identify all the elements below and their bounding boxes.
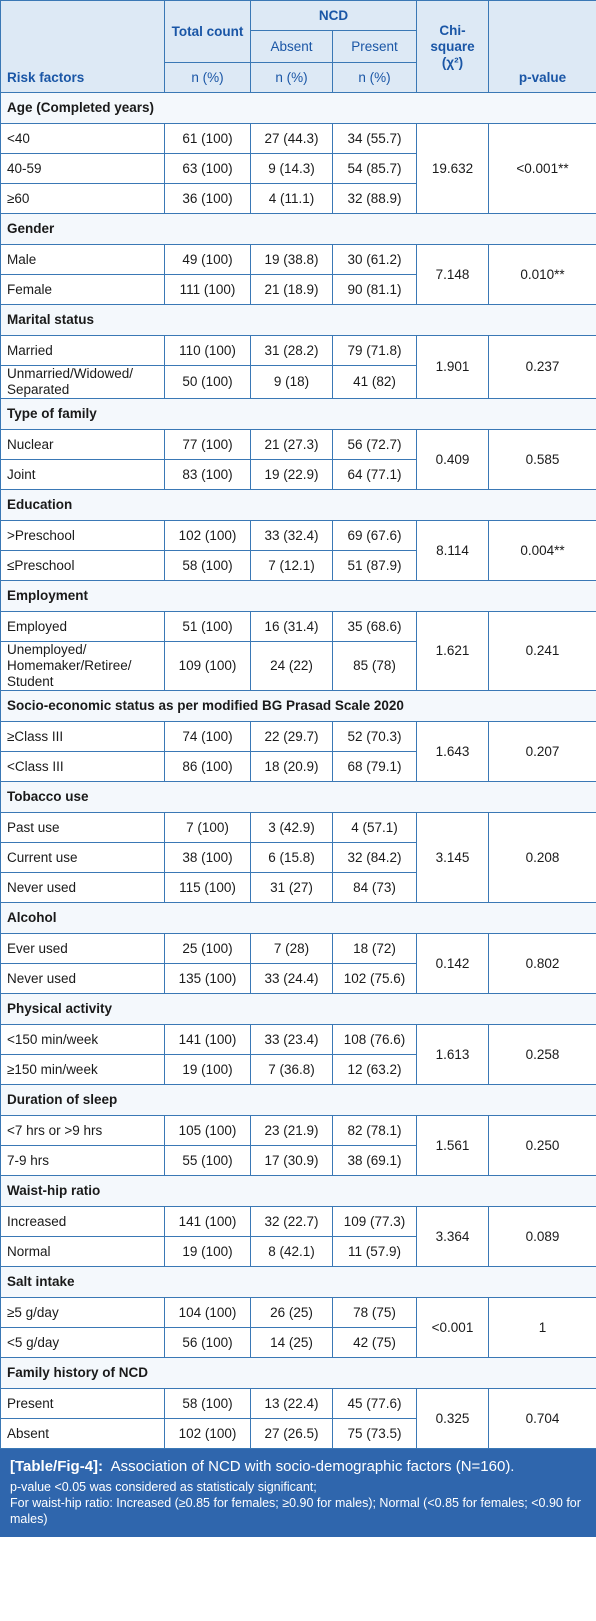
row-label: 7-9 hrs	[1, 1146, 165, 1176]
absent-cell: 23 (21.9)	[251, 1116, 333, 1146]
row-label: Current use	[1, 843, 165, 873]
absent-cell: 9 (14.3)	[251, 154, 333, 184]
section-row	[1, 903, 596, 934]
absent-cell: 31 (27)	[251, 873, 333, 903]
header-absent-unit: n (%)	[251, 63, 333, 93]
row-label: Increased	[1, 1207, 165, 1237]
section-row	[1, 782, 596, 813]
p-value-cell: 0.241	[489, 612, 596, 691]
table-row	[1, 722, 596, 752]
p-value-cell: <0.001**	[489, 124, 596, 214]
total-count-cell: 58 (100)	[165, 551, 251, 581]
absent-cell: 33 (24.4)	[251, 964, 333, 994]
absent-cell: 6 (15.8)	[251, 843, 333, 873]
total-count-cell: 36 (100)	[165, 184, 251, 214]
absent-cell: 7 (12.1)	[251, 551, 333, 581]
section-title: Type of family	[1, 399, 596, 430]
row-label: <5 g/day	[1, 1328, 165, 1358]
header-total-unit: n (%)	[165, 63, 251, 93]
total-count-cell: 61 (100)	[165, 124, 251, 154]
row-label: Ever used	[1, 934, 165, 964]
chi-square-cell: 0.142	[417, 934, 489, 994]
section-title: Waist-hip ratio	[1, 1176, 596, 1207]
row-label: Present	[1, 1389, 165, 1419]
p-value-cell: 0.585	[489, 430, 596, 490]
total-count-cell: 109 (100)	[165, 642, 251, 691]
absent-cell: 9 (18)	[251, 366, 333, 399]
table-row	[1, 813, 596, 843]
p-value-cell: 0.704	[489, 1389, 596, 1449]
total-count-cell: 38 (100)	[165, 843, 251, 873]
total-count-cell: 77 (100)	[165, 430, 251, 460]
chi-square-cell: 1.613	[417, 1025, 489, 1085]
section-row	[1, 214, 596, 245]
header-absent: Absent	[251, 31, 333, 63]
present-cell: 11 (57.9)	[333, 1237, 417, 1267]
absent-cell: 18 (20.9)	[251, 752, 333, 782]
total-count-cell: 51 (100)	[165, 612, 251, 642]
chi-square-cell: 0.409	[417, 430, 489, 490]
table-row	[1, 245, 596, 275]
total-count-cell: 104 (100)	[165, 1298, 251, 1328]
row-label: <40	[1, 124, 165, 154]
absent-cell: 33 (23.4)	[251, 1025, 333, 1055]
absent-cell: 7 (28)	[251, 934, 333, 964]
row-label: Past use	[1, 813, 165, 843]
table-row	[1, 612, 596, 642]
present-cell: 32 (84.2)	[333, 843, 417, 873]
total-count-cell: 58 (100)	[165, 1389, 251, 1419]
total-count-cell: 115 (100)	[165, 873, 251, 903]
present-cell: 56 (72.7)	[333, 430, 417, 460]
p-value-cell: 0.010**	[489, 245, 596, 305]
total-count-cell: 19 (100)	[165, 1237, 251, 1267]
section-title: Education	[1, 490, 596, 521]
section-title: Tobacco use	[1, 782, 596, 813]
chi-square-cell: 3.145	[417, 813, 489, 903]
caption-text: Association of NCD with socio-demographic factors (N=160).	[110, 1458, 515, 1475]
section-row	[1, 1267, 596, 1298]
table-row	[1, 1116, 596, 1146]
present-cell: 78 (75)	[333, 1298, 417, 1328]
absent-cell: 32 (22.7)	[251, 1207, 333, 1237]
p-value-cell: 0.237	[489, 336, 596, 399]
row-label: Employed	[1, 612, 165, 642]
caption-title	[10, 1457, 586, 1476]
row-label: ≥60	[1, 184, 165, 214]
absent-cell: 14 (25)	[251, 1328, 333, 1358]
section-row	[1, 490, 596, 521]
p-value-cell: 0.250	[489, 1116, 596, 1176]
table-row	[1, 124, 596, 154]
absent-cell: 13 (22.4)	[251, 1389, 333, 1419]
table-row	[1, 1207, 596, 1237]
chi-square-cell: 1.561	[417, 1116, 489, 1176]
section-title: Salt intake	[1, 1267, 596, 1298]
present-cell: 79 (71.8)	[333, 336, 417, 366]
total-count-cell: 141 (100)	[165, 1207, 251, 1237]
absent-cell: 26 (25)	[251, 1298, 333, 1328]
chi-square-cell: 1.643	[417, 722, 489, 782]
section-row	[1, 994, 596, 1025]
table-row	[1, 336, 596, 366]
section-title: Marital status	[1, 305, 596, 336]
present-cell: 90 (81.1)	[333, 275, 417, 305]
total-count-cell: 141 (100)	[165, 1025, 251, 1055]
section-title: Age (Completed years)	[1, 93, 596, 124]
row-label: Unemployed/ Homemaker/Retiree/ Student	[1, 642, 165, 691]
absent-cell: 21 (18.9)	[251, 275, 333, 305]
p-value-cell: 0.258	[489, 1025, 596, 1085]
total-count-cell: 102 (100)	[165, 521, 251, 551]
present-cell: 54 (85.7)	[333, 154, 417, 184]
absent-cell: 21 (27.3)	[251, 430, 333, 460]
total-count-cell: 55 (100)	[165, 1146, 251, 1176]
header-total-count: Total count	[165, 1, 251, 63]
present-cell: 102 (75.6)	[333, 964, 417, 994]
present-cell: 82 (78.1)	[333, 1116, 417, 1146]
absent-cell: 33 (32.4)	[251, 521, 333, 551]
header-ncd: NCD	[251, 1, 417, 31]
row-label: Male	[1, 245, 165, 275]
header-chi-square: Chi-square (χ²)	[417, 1, 489, 93]
present-cell: 30 (61.2)	[333, 245, 417, 275]
row-label: Nuclear	[1, 430, 165, 460]
p-value-cell: 0.089	[489, 1207, 596, 1267]
row-label: >Preschool	[1, 521, 165, 551]
p-value-cell: 0.802	[489, 934, 596, 994]
absent-cell: 24 (22)	[251, 642, 333, 691]
absent-cell: 7 (36.8)	[251, 1055, 333, 1085]
p-value-cell: 0.208	[489, 813, 596, 903]
p-value-cell: 0.207	[489, 722, 596, 782]
row-label: Normal	[1, 1237, 165, 1267]
row-label: ≥150 min/week	[1, 1055, 165, 1085]
present-cell: 108 (76.6)	[333, 1025, 417, 1055]
present-cell: 85 (78)	[333, 642, 417, 691]
present-cell: 32 (88.9)	[333, 184, 417, 214]
caption-label: [Table/Fig-4]:	[10, 1458, 104, 1475]
section-row	[1, 93, 596, 124]
total-count-cell: 25 (100)	[165, 934, 251, 964]
present-cell: 68 (79.1)	[333, 752, 417, 782]
table-row	[1, 521, 596, 551]
absent-cell: 16 (31.4)	[251, 612, 333, 642]
row-label: <150 min/week	[1, 1025, 165, 1055]
chi-square-cell: <0.001	[417, 1298, 489, 1358]
row-label: ≥Class III	[1, 722, 165, 752]
section-title: Duration of sleep	[1, 1085, 596, 1116]
row-label: Joint	[1, 460, 165, 490]
row-label: Never used	[1, 873, 165, 903]
table-caption	[0, 1449, 596, 1537]
total-count-cell: 63 (100)	[165, 154, 251, 184]
total-count-cell: 83 (100)	[165, 460, 251, 490]
present-cell: 75 (73.5)	[333, 1419, 417, 1449]
total-count-cell: 19 (100)	[165, 1055, 251, 1085]
row-label: Unmarried/Widowed/ Separated	[1, 366, 165, 399]
absent-cell: 31 (28.2)	[251, 336, 333, 366]
row-label: Absent	[1, 1419, 165, 1449]
absent-cell: 3 (42.9)	[251, 813, 333, 843]
table-row	[1, 1389, 596, 1419]
present-cell: 41 (82)	[333, 366, 417, 399]
total-count-cell: 74 (100)	[165, 722, 251, 752]
total-count-cell: 86 (100)	[165, 752, 251, 782]
row-label: <Class III	[1, 752, 165, 782]
section-row	[1, 1358, 596, 1389]
row-label: Never used	[1, 964, 165, 994]
table-row	[1, 1298, 596, 1328]
total-count-cell: 110 (100)	[165, 336, 251, 366]
chi-square-cell: 1.621	[417, 612, 489, 691]
section-row	[1, 1085, 596, 1116]
absent-cell: 17 (30.9)	[251, 1146, 333, 1176]
present-cell: 35 (68.6)	[333, 612, 417, 642]
header-present: Present	[333, 31, 417, 63]
total-count-cell: 50 (100)	[165, 366, 251, 399]
section-title: Socio-economic status as per modified BG Prasad Scale 2020	[1, 691, 596, 722]
caption-note-waist-hip: For waist-hip ratio: Increased (≥0.85 for females; ≥0.90 for males); Normal (<0.85 for females; <0.90 for males)	[10, 1496, 581, 1526]
present-cell: 12 (63.2)	[333, 1055, 417, 1085]
total-count-cell: 135 (100)	[165, 964, 251, 994]
caption-note-significance: p-value <0.05 was considered as statisticaly significant;	[10, 1480, 317, 1494]
present-cell: 38 (69.1)	[333, 1146, 417, 1176]
present-cell: 51 (87.9)	[333, 551, 417, 581]
absent-cell: 27 (44.3)	[251, 124, 333, 154]
total-count-cell: 102 (100)	[165, 1419, 251, 1449]
absent-cell: 19 (38.8)	[251, 245, 333, 275]
total-count-cell: 111 (100)	[165, 275, 251, 305]
present-cell: 34 (55.7)	[333, 124, 417, 154]
present-cell: 84 (73)	[333, 873, 417, 903]
present-cell: 18 (72)	[333, 934, 417, 964]
absent-cell: 8 (42.1)	[251, 1237, 333, 1267]
section-title: Family history of NCD	[1, 1358, 596, 1389]
section-title: Alcohol	[1, 903, 596, 934]
header-p-value: p-value	[489, 1, 596, 93]
section-title: Gender	[1, 214, 596, 245]
p-value-cell: 0.004**	[489, 521, 596, 581]
row-label: ≥5 g/day	[1, 1298, 165, 1328]
total-count-cell: 7 (100)	[165, 813, 251, 843]
row-label: ≤Preschool	[1, 551, 165, 581]
section-title: Employment	[1, 581, 596, 612]
row-label: Married	[1, 336, 165, 366]
p-value-cell: 1	[489, 1298, 596, 1358]
total-count-cell: 49 (100)	[165, 245, 251, 275]
table-row	[1, 430, 596, 460]
section-row	[1, 691, 596, 722]
table-row	[1, 934, 596, 964]
present-cell: 109 (77.3)	[333, 1207, 417, 1237]
chi-square-cell: 8.114	[417, 521, 489, 581]
present-cell: 64 (77.1)	[333, 460, 417, 490]
present-cell: 69 (67.6)	[333, 521, 417, 551]
table-row	[1, 1025, 596, 1055]
header-present-unit: n (%)	[333, 63, 417, 93]
absent-cell: 22 (29.7)	[251, 722, 333, 752]
header-risk-factors: Risk factors	[1, 1, 165, 93]
section-row	[1, 581, 596, 612]
section-row	[1, 1176, 596, 1207]
chi-square-cell: 3.364	[417, 1207, 489, 1267]
chi-square-cell: 7.148	[417, 245, 489, 305]
chi-square-cell: 0.325	[417, 1389, 489, 1449]
section-row	[1, 305, 596, 336]
chi-square-cell: 19.632	[417, 124, 489, 214]
chi-square-cell: 1.901	[417, 336, 489, 399]
present-cell: 45 (77.6)	[333, 1389, 417, 1419]
absent-cell: 19 (22.9)	[251, 460, 333, 490]
present-cell: 4 (57.1)	[333, 813, 417, 843]
row-label: 40-59	[1, 154, 165, 184]
absent-cell: 4 (11.1)	[251, 184, 333, 214]
present-cell: 52 (70.3)	[333, 722, 417, 752]
row-label: Female	[1, 275, 165, 305]
present-cell: 42 (75)	[333, 1328, 417, 1358]
row-label: <7 hrs or >9 hrs	[1, 1116, 165, 1146]
section-title: Physical activity	[1, 994, 596, 1025]
table-body	[1, 93, 596, 1449]
section-row	[1, 399, 596, 430]
total-count-cell: 105 (100)	[165, 1116, 251, 1146]
total-count-cell: 56 (100)	[165, 1328, 251, 1358]
absent-cell: 27 (26.5)	[251, 1419, 333, 1449]
